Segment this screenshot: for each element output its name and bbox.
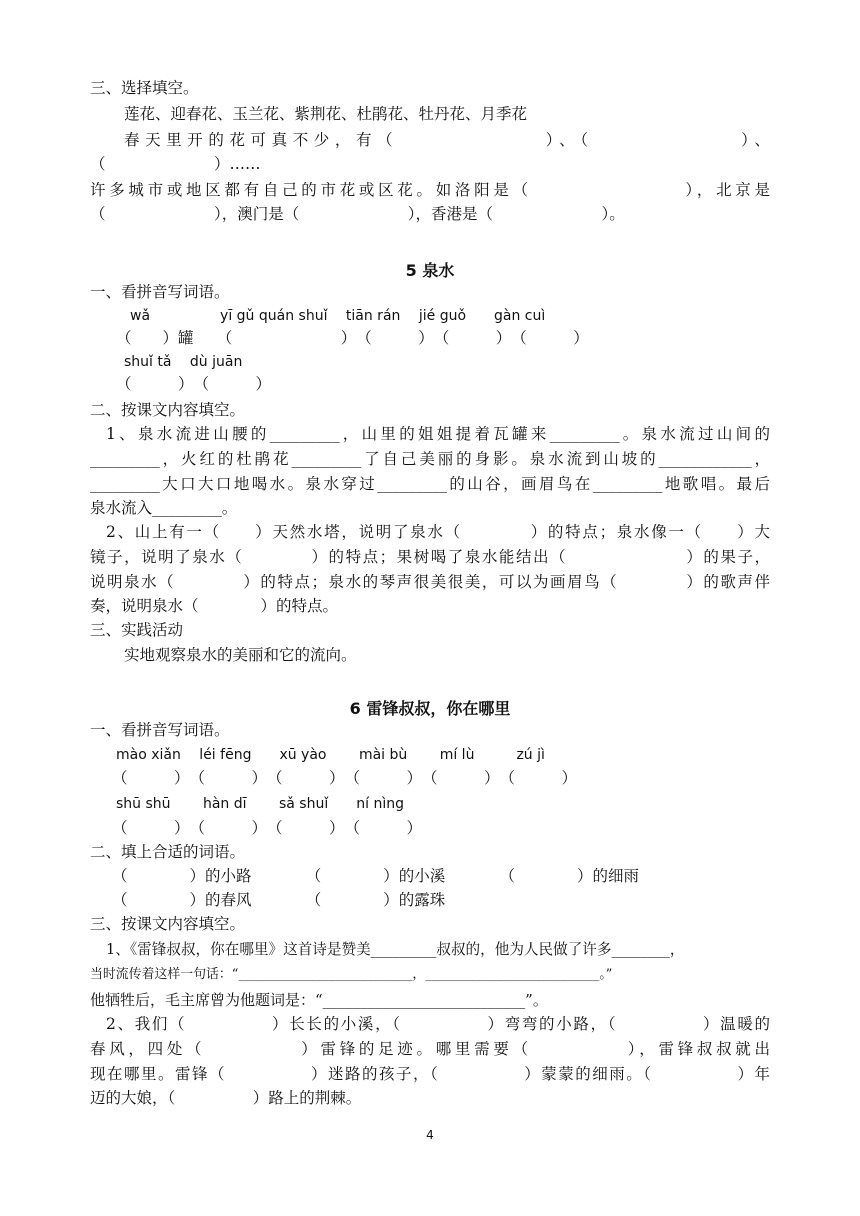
fill-row: （ ）的春风 （ ）的露珠 [112,891,446,909]
section-heading: 三、选择填空。 [90,79,199,97]
question-line: 现在哪里。雷锋（ ）迷路的孩子，（ ）蒙蒙的细雨。（ ）年 [90,1065,770,1083]
question-line: 迈的大娘，（ ）路上的荆棘。 [90,1089,362,1107]
question-line: 春风，四处（ ）雷锋的足迹。哪里需要（ ），雷锋叔叔就出 [90,1040,770,1058]
flower-options: 莲花、迎春花、玉兰花、紫荆花、杜鹃花、牡丹花、月季花 [124,105,528,123]
fill-line: 春天里开的花可真不少，有（ ）、（ ）、 [124,131,770,149]
section-heading: 一、看拼音写词语。 [90,721,230,739]
question-line: 他牺牲后，毛主席曾为他题词是：“___________________________”。 [90,991,548,1009]
section-heading: 三、按课文内容填空。 [90,915,246,933]
pinyin-row: shuǐ tǎ dù juān [124,354,243,370]
page-number: 4 [426,1128,434,1142]
blank-row: （ ） （ ） （ ） （ ） （ ） （ ） [112,769,578,787]
question-line: 1、《雷锋叔叔，你在哪里》这首诗是赞美_________叔叔的，他为人民做了许多________， [106,941,685,958]
blank-row: （ ）罐 （ ） （ ） （ ） （ ） [116,329,589,347]
blank-row: （ ） （ ） [116,375,272,393]
fill-row: （ ）的小路 （ ）的小溪 （ ）的细雨 [112,867,640,885]
question-line: 镜子，说明了泉水（ ）的特点；果树喝了泉水能结出（ ）的果子， [90,548,770,566]
pinyin-row: shū shū hàn dī sǎ shuǐ ní nìng [116,796,404,812]
question-line: 1、泉水流进山腰的_________，山里的姐姐提着瓦罐来_________。泉水流过山间的 [106,425,770,443]
section-heading: 一、看拼音写词语。 [90,283,230,301]
fill-line: （ ），澳门是（ ），香港是（ ）。 [90,205,625,223]
pinyin-row: mào xiǎn léi fēng xū yào mài bù mí lù zú jì [116,747,545,763]
fill-line: （ ）…… [90,155,261,173]
activity-text: 实地观察泉水的美丽和它的流向。 [124,646,357,664]
question-line: 2、山上有一（ ）天然水塔，说明了泉水（ ）的特点；泉水像一（ ）大 [106,523,770,541]
question-line: 说明泉水（ ）的特点；泉水的琴声很美很美，可以为画眉鸟（ ）的歌声伴 [90,573,770,591]
section-heading: 二、填上合适的词语。 [90,843,246,861]
question-line: 泉水流入_________。 [90,499,238,517]
blank-row: （ ） （ ） （ ） （ ） [112,819,423,837]
section-heading: 三、实践活动 [90,621,184,639]
lesson-title: 5 泉水 [405,261,455,280]
question-line: _________，火红的杜鹃花_________了自己美丽的身影。泉水流到山坡的____________， [90,450,770,468]
section-heading: 二、按课文内容填空。 [90,401,246,419]
question-line: 当时流传着这样一句话：“___________________________，___________________________。” [90,967,613,982]
pinyin-row: wǎ yī gǔ quán shuǐ tiān rán jié guǒ gàn cuì [130,308,546,324]
question-line: 奏，说明泉水（ ）的特点。 [90,597,339,615]
fill-line: 许多城市或地区都有自己的市花或区花。如洛阳是（ ），北京是 [90,181,770,199]
lesson-title: 6 雷锋叔叔，你在哪里 [349,699,511,718]
question-line: 2、我们（ ）长长的小溪，（ ）弯弯的小路，（ ）温暖的 [106,1015,770,1033]
question-line: _________大口大口地喝水。泉水穿过_________的山谷，画眉鸟在_________地歌唱。最后 [90,475,770,493]
